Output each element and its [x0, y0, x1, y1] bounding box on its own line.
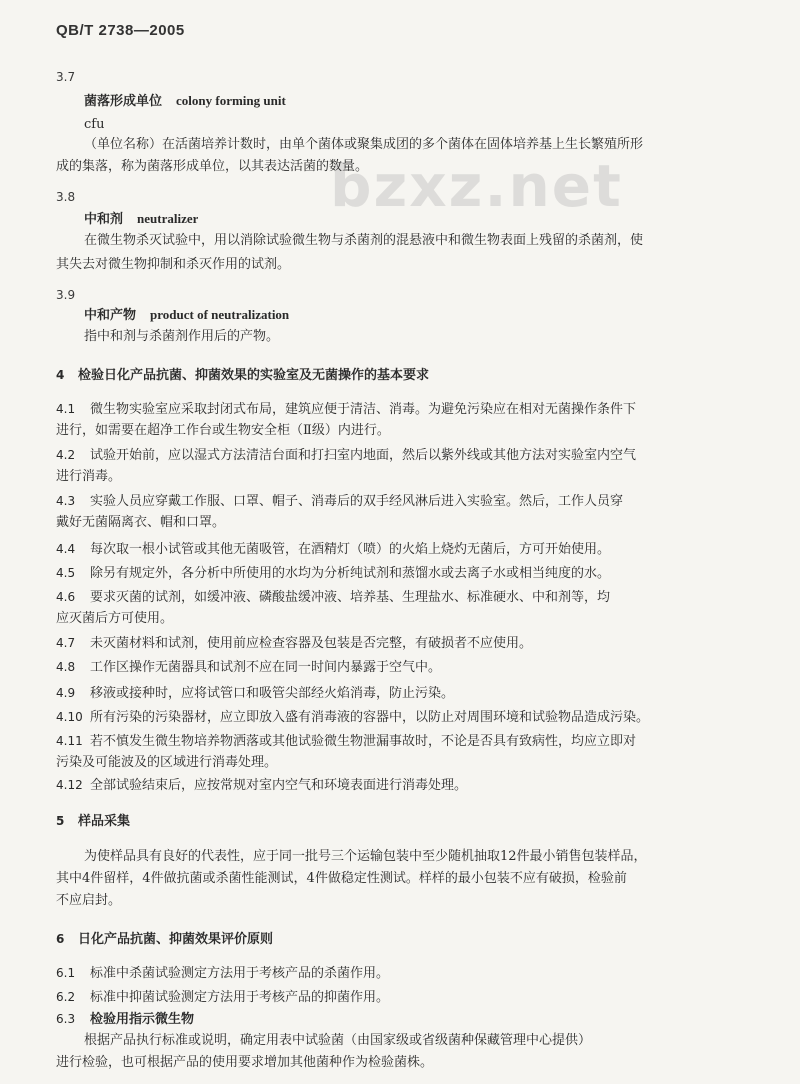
section-title: 检验日化产品抗菌、抑菌效果的实验室及无菌操作的基本要求 [78, 368, 430, 383]
clause [56, 708, 649, 727]
clause [56, 658, 441, 677]
clause [56, 776, 467, 795]
clause-continuation: 污染及可能波及的区域进行消毒处理。 [56, 755, 278, 770]
clause-text: 除另有规定外，各分析中所使用的水均为分析纯试剂和蒸馏水或去离子水或相当纯度的水。 [90, 566, 611, 581]
term-definition-line: 指中和剂与杀菌剂作用后的产物。 [84, 329, 280, 344]
clause-number: 4.8 [56, 660, 76, 674]
watermark: bzxz.net [330, 152, 623, 220]
clause-number: 6.3 [56, 1012, 76, 1026]
term-number: 3.7 [56, 70, 76, 84]
term-heading [84, 210, 198, 229]
term-definition-line: 成的集落，称为菌落形成单位，以其表达活菌的数量。 [56, 159, 369, 174]
section-number: 4 [56, 368, 65, 382]
term-en: colony forming unit [176, 93, 286, 108]
clause-number: 4.6 [56, 590, 76, 604]
clause-continuation: 进行消毒。 [56, 469, 122, 484]
section-number: 5 [56, 814, 65, 828]
paragraph-line: 进行检验，也可根据产品的使用要求增加其他菌种作为检验菌株。 [56, 1055, 434, 1070]
section-heading [56, 812, 130, 831]
clause [56, 684, 454, 703]
standard-code-header: QB/T 2738—2005 [56, 22, 185, 39]
clause-number: 4.7 [56, 636, 76, 650]
clause-text: 每次取一根小试管或其他无菌吸管，在酒精灯（喷）的火焰上烧灼无菌后，方可开始使用。 [90, 542, 611, 557]
clause-continuation: 应灭菌后方可使用。 [56, 611, 174, 626]
term-definition-line: （单位名称）在活菌培养计数时，由单个菌体或聚集成团的多个菌体在固体培养基上生长繁殖所形 [84, 137, 644, 152]
term-definition-line: 其失去对微生物抑制和杀灭作用的试剂。 [56, 257, 291, 272]
section-number: 6 [56, 932, 65, 946]
clause-number: 4.9 [56, 686, 76, 700]
clause-number: 4.1 [56, 402, 76, 416]
clause-number: 4.10 [56, 710, 83, 724]
clause-continuation: 进行，如需要在超净工作台或生物安全柜（Ⅱ级）内进行。 [56, 423, 390, 438]
clause [56, 564, 610, 583]
term-number: 3.8 [56, 190, 76, 204]
clause [56, 988, 389, 1007]
clause [56, 588, 610, 607]
section-heading [56, 930, 273, 949]
clause [56, 446, 636, 465]
clause-number: 4.5 [56, 566, 76, 580]
term-definition-line: 在微生物杀灭试验中，用以消除试验微生物与杀菌剂的混悬液中和微生物表面上残留的杀菌剂，使 [84, 233, 644, 248]
clause-text: 要求灭菌的试剂，如缓冲液、磷酸盐缓冲液、培养基、生理盐水、标准硬水、中和剂等，均 [90, 590, 611, 605]
clause-text: 若不慎发生微生物培养物洒落或其他试验微生物泄漏事故时，不论是否具有致病性，均应立即对 [90, 734, 637, 749]
clause-text: 工作区操作无菌器具和试剂不应在同一时间内暴露于空气中。 [90, 660, 442, 675]
clause-text: 微生物实验室应采取封闭式布局，建筑应便于清洁、消毒。为避免污染应在相对无菌操作条件下 [90, 402, 637, 417]
clause [56, 634, 532, 653]
clause-text: 未灭菌材料和试剂，使用前应检查容器及包装是否完整，有破损者不应使用。 [90, 636, 533, 651]
clause-number: 4.3 [56, 494, 76, 508]
paragraph-line: 其中4件留样，4件做抗菌或杀菌性能测试，4件做稳定性测试。样样的最小包装不应有破损，检验前 [56, 871, 627, 886]
section-heading [56, 366, 429, 385]
clause-number: 4.12 [56, 778, 83, 792]
clause-number: 4.11 [56, 734, 83, 748]
clause-number: 4.2 [56, 448, 76, 462]
clause-number: 6.2 [56, 990, 76, 1004]
paragraph-line: 根据产品执行标准或说明，确定用表中试验菌（由国家级或省级菌种保藏管理中心提供） [84, 1033, 592, 1048]
clause [56, 964, 389, 983]
term-heading [84, 306, 289, 325]
clause-text: 所有污染的污染器材，应立即放入盛有消毒液的容器中，以防止对周围环境和试验物品造成污染。 [90, 710, 650, 725]
term-cn: 中和剂 [84, 212, 124, 227]
clause-text: 全部试验结束后，应按常规对室内空气和环境表面进行消毒处理。 [90, 778, 468, 793]
term-cn: 中和产物 [84, 308, 137, 323]
clause-number: 6.1 [56, 966, 76, 980]
clause-text: 移液或接种时，应将试管口和吸管尖部经火焰消毒，防止污染。 [90, 686, 455, 701]
term-cn: 菌落形成单位 [84, 94, 163, 109]
clause [56, 540, 610, 559]
clause-text: 标准中杀菌试验测定方法用于考核产品的杀菌作用。 [90, 966, 390, 981]
clause-text: 检验用指示微生物 [90, 1012, 195, 1027]
term-en: product of neutralization [150, 307, 290, 322]
clause-continuation: 戴好无菌隔离衣、帽和口罩。 [56, 515, 226, 530]
clause [56, 1010, 194, 1029]
clause [56, 400, 636, 419]
term-en: neutralizer [137, 211, 199, 226]
term-abbrev: cfu [84, 117, 105, 132]
paragraph-line: 为使样品具有良好的代表性，应于同一批号三个运输包装中至少随机抽取12件最小销售包装样品， [84, 849, 647, 864]
term-heading [84, 92, 286, 111]
term-number: 3.9 [56, 288, 76, 302]
clause-text: 实验人员应穿戴工作服、口罩、帽子、消毒后的双手经风淋后进入实验室。然后，工作人员穿 [90, 494, 624, 509]
section-title: 样品采集 [78, 814, 131, 829]
paragraph-line: 不应启封。 [56, 893, 122, 908]
clause [56, 492, 623, 511]
clause-number: 4.4 [56, 542, 76, 556]
clause-text: 试验开始前，应以湿式方法清洁台面和打扫室内地面，然后以紫外线或其他方法对实验室内空气 [90, 448, 637, 463]
clause-text: 标准中抑菌试验测定方法用于考核产品的抑菌作用。 [90, 990, 390, 1005]
clause [56, 732, 636, 751]
section-title: 日化产品抗菌、抑菌效果评价原则 [78, 932, 274, 947]
